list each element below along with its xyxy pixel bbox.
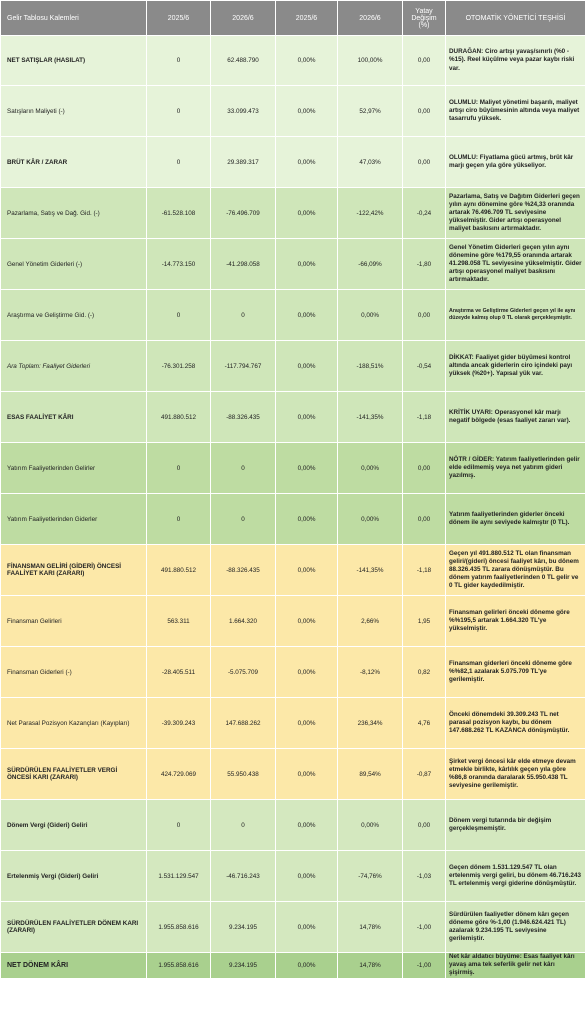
- row-item-name: Yatırım Faaliyetlerinden Giderler: [1, 494, 147, 545]
- row-horizontal-change: -1,18: [403, 545, 446, 596]
- row-horizontal-change: -1,80: [403, 239, 446, 290]
- table-row: [1, 647, 585, 698]
- table-row: [1, 443, 585, 494]
- row-value-2026: 147.688.262: [211, 698, 276, 749]
- header-value-2025: 2025/6: [147, 1, 211, 36]
- table-row: [1, 902, 585, 953]
- row-value-2025: 0: [147, 443, 211, 494]
- row-diagnosis: Araştırma ve Geliştirme Giderleri geçen yıl ile aynı düzeyde kalmış olup 0 TL olarak gerçekleşmiştir.: [446, 290, 585, 341]
- row-ratio-2026: 14,78%: [338, 902, 403, 953]
- row-diagnosis: Net kâr aldatıcı büyüme: Esas faaliyet kârı yavaş ama tek seferlik gelir net kârı şişirmiş.: [446, 953, 585, 979]
- row-ratio-2025: 0,00%: [276, 902, 338, 953]
- row-ratio-2026: -66,09%: [338, 239, 403, 290]
- table-row: [1, 188, 585, 239]
- row-item-name: Yatırım Faaliyetlerinden Gelirler: [1, 443, 147, 494]
- row-value-2025: 563.311: [147, 596, 211, 647]
- row-item-name: Genel Yönetim Giderleri (-): [1, 239, 147, 290]
- row-horizontal-change: -0,54: [403, 341, 446, 392]
- row-value-2025: -61.528.108: [147, 188, 211, 239]
- row-horizontal-change: 0,82: [403, 647, 446, 698]
- row-item-name: Pazarlama, Satış ve Dağ. Gid. (-): [1, 188, 147, 239]
- header-row: [1, 1, 585, 36]
- table-row: [1, 953, 585, 979]
- header-ratio-2025: 2025/6: [276, 1, 338, 36]
- row-horizontal-change: 0,00: [403, 800, 446, 851]
- row-value-2025: 491.880.512: [147, 545, 211, 596]
- row-ratio-2025: 0,00%: [276, 647, 338, 698]
- row-ratio-2026: -141,35%: [338, 392, 403, 443]
- row-ratio-2026: 0,00%: [338, 494, 403, 545]
- row-value-2026: 33.099.473: [211, 86, 276, 137]
- row-diagnosis: Finansman gelirleri önceki döneme göre %%195,5 artarak 1.664.320 TL'ye yükselmiştir.: [446, 596, 585, 647]
- row-value-2025: 1.955.858.616: [147, 953, 211, 979]
- row-diagnosis: Şirket vergi öncesi kâr elde etmeye devam etmekle birlikte, kârlılık geçen yıla göre %86,8 oranında daralarak 55.950.438 TL seviyesine gerilemiştir.: [446, 749, 585, 800]
- row-horizontal-change: 0,00: [403, 494, 446, 545]
- row-value-2025: -39.309.243: [147, 698, 211, 749]
- row-horizontal-change: 0,00: [403, 443, 446, 494]
- row-horizontal-change: 1,95: [403, 596, 446, 647]
- row-ratio-2025: 0,00%: [276, 800, 338, 851]
- row-diagnosis: Finansman giderleri önceki döneme göre %%82,1 azalarak 5.075.709 TL'ye gerilemiştir.: [446, 647, 585, 698]
- row-item-name: BRÜT KÂR / ZARAR: [1, 137, 147, 188]
- row-horizontal-change: 4,76: [403, 698, 446, 749]
- row-diagnosis: Geçen yıl 491.880.512 TL olan finansman geliri/(gideri) öncesi faaliyet kârı, bu dönem 88.326.435 TL zarara dönüşmüştür. Bu dönem yatırım faaliyetlerinden 0 TL gelir ve 0 TL gider kaydedilmiştir.: [446, 545, 585, 596]
- row-ratio-2025: 0,00%: [276, 188, 338, 239]
- table-row: [1, 851, 585, 902]
- row-horizontal-change: 0,00: [403, 290, 446, 341]
- row-value-2025: 424.729.069: [147, 749, 211, 800]
- row-ratio-2026: 0,00%: [338, 290, 403, 341]
- row-item-name: Ertelenmiş Vergi (Gideri) Geliri: [1, 851, 147, 902]
- row-value-2025: -14.773.150: [147, 239, 211, 290]
- row-value-2026: -46.716.243: [211, 851, 276, 902]
- row-horizontal-change: 0,00: [403, 36, 446, 86]
- row-value-2026: -88.326.435: [211, 545, 276, 596]
- row-item-name: NET DÖNEM KÂRI: [1, 953, 147, 979]
- row-diagnosis: KRİTİK UYARI: Operasyonel kâr marjı negatif bölgede (esas faaliyet zararı var).: [446, 392, 585, 443]
- row-item-name: FİNANSMAN GELİRİ (GİDERİ) ÖNCESİ FAALİYET KARI (ZARARI): [1, 545, 147, 596]
- row-item-name: Ara Toplam: Faaliyet Giderleri: [1, 341, 147, 392]
- row-item-name: SÜRDÜRÜLEN FAALİYETLER VERGİ ÖNCESİ KARI (ZARARI): [1, 749, 147, 800]
- row-item-name: Araştırma ve Geliştirme Gid. (-): [1, 290, 147, 341]
- row-value-2026: 9.234.195: [211, 902, 276, 953]
- row-value-2026: 1.664.320: [211, 596, 276, 647]
- row-ratio-2025: 0,00%: [276, 137, 338, 188]
- row-horizontal-change: -1,00: [403, 953, 446, 979]
- row-ratio-2025: 0,00%: [276, 392, 338, 443]
- row-value-2025: 491.880.512: [147, 392, 211, 443]
- row-ratio-2026: 2,66%: [338, 596, 403, 647]
- row-diagnosis: Yatırım faaliyetlerinden giderler önceki dönem ile aynı seviyede kalmıştır (0 TL).: [446, 494, 585, 545]
- table-row: [1, 341, 585, 392]
- row-ratio-2025: 0,00%: [276, 494, 338, 545]
- row-ratio-2026: 52,97%: [338, 86, 403, 137]
- row-value-2025: -76.301.258: [147, 341, 211, 392]
- row-horizontal-change: -1,18: [403, 392, 446, 443]
- row-item-name: Dönem Vergi (Gideri) Geliri: [1, 800, 147, 851]
- row-item-name: Finansman Gelirleri: [1, 596, 147, 647]
- row-value-2026: 0: [211, 290, 276, 341]
- table-row: [1, 86, 585, 137]
- row-item-name: ESAS FAALİYET KÂRI: [1, 392, 147, 443]
- row-ratio-2025: 0,00%: [276, 953, 338, 979]
- table-row: [1, 494, 585, 545]
- table-row: [1, 239, 585, 290]
- row-ratio-2026: -122,42%: [338, 188, 403, 239]
- header-ratio-2026: 2026/6: [338, 1, 403, 36]
- row-diagnosis: Sürdürülen faaliyetler dönem kârı geçen döneme göre %-1,00 (1.946.624.421 TL) azalarak 9.234.195 TL seviyesine gerilemiştir.: [446, 902, 585, 953]
- row-horizontal-change: -0,87: [403, 749, 446, 800]
- row-ratio-2025: 0,00%: [276, 851, 338, 902]
- row-value-2026: 9.234.195: [211, 953, 276, 979]
- table-row: [1, 749, 585, 800]
- row-horizontal-change: -1,00: [403, 902, 446, 953]
- row-diagnosis: Geçen dönem 1.531.129.547 TL olan ertelenmiş vergi geliri, bu dönem 46.716.243 TL ertelenmiş vergi giderine dönüşmüştür.: [446, 851, 585, 902]
- header-horizontal-change: Yatay Değişim (%): [403, 1, 446, 36]
- row-ratio-2025: 0,00%: [276, 239, 338, 290]
- row-diagnosis: OLUMLU: Maliyet yönetimi başarılı, maliyet artışı ciro büyümesinin altında veya maliyet tasarrufu yüksek.: [446, 86, 585, 137]
- row-value-2025: -28.405.511: [147, 647, 211, 698]
- table-row: [1, 698, 585, 749]
- row-diagnosis: Genel Yönetim Giderleri geçen yılın aynı dönemine göre %179,55 oranında artarak 41.298.058 TL seviyesine yükselmiştir. Gider artışı operasyonel maliyet baskısını artırmaktadır.: [446, 239, 585, 290]
- row-value-2025: 1.955.858.616: [147, 902, 211, 953]
- row-ratio-2025: 0,00%: [276, 596, 338, 647]
- row-value-2025: 0: [147, 86, 211, 137]
- row-diagnosis: Pazarlama, Satış ve Dağıtım Giderleri geçen yılın aynı dönemine göre %24,33 oranında artarak 76.496.709 TL seviyesine yükselmiştir. Gider artışı operasyonel maliyet baskısını artırmaktadır.: [446, 188, 585, 239]
- row-diagnosis: DİKKAT: Faaliyet gider büyümesi kontrol altında ancak giderlerin ciro içindeki payı yüksek (%20+). Yapısal yük var.: [446, 341, 585, 392]
- table-row: [1, 800, 585, 851]
- row-item-name: SÜRDÜRÜLEN FAALİYETLER DÖNEM KARI (ZARARI): [1, 902, 147, 953]
- row-horizontal-change: 0,00: [403, 86, 446, 137]
- row-value-2026: 0: [211, 494, 276, 545]
- row-ratio-2026: 47,03%: [338, 137, 403, 188]
- row-ratio-2026: -74,76%: [338, 851, 403, 902]
- row-ratio-2026: -8,12%: [338, 647, 403, 698]
- row-ratio-2026: 14,78%: [338, 953, 403, 979]
- header-diagnosis: OTOMATİK YÖNETİCİ TEŞHİSİ: [446, 1, 585, 36]
- row-diagnosis: DURAĞAN: Ciro artışı yavaş/sınırlı (%0 - %15). Reel küçülme veya pazar kaybı riski var.: [446, 36, 585, 86]
- table-row: [1, 290, 585, 341]
- row-value-2026: 0: [211, 443, 276, 494]
- row-horizontal-change: 0,00: [403, 137, 446, 188]
- row-ratio-2025: 0,00%: [276, 290, 338, 341]
- row-ratio-2026: 236,34%: [338, 698, 403, 749]
- row-item-name: NET SATIŞLAR (HASILAT): [1, 36, 147, 86]
- row-ratio-2025: 0,00%: [276, 36, 338, 86]
- row-diagnosis: Dönem vergi tutarında bir değişim gerçekleşmemiştir.: [446, 800, 585, 851]
- row-ratio-2025: 0,00%: [276, 86, 338, 137]
- row-value-2025: 0: [147, 800, 211, 851]
- table-row: [1, 392, 585, 443]
- row-value-2026: 55.950.438: [211, 749, 276, 800]
- header-value-2026: 2026/6: [211, 1, 276, 36]
- row-value-2025: 0: [147, 494, 211, 545]
- row-value-2026: 0: [211, 800, 276, 851]
- row-diagnosis: Önceki dönemdeki 39.309.243 TL net parasal pozisyon kaybı, bu dönem 147.688.262 TL KAZANCA dönüşmüştür.: [446, 698, 585, 749]
- row-value-2026: -88.326.435: [211, 392, 276, 443]
- row-horizontal-change: -0,24: [403, 188, 446, 239]
- row-ratio-2026: 100,00%: [338, 36, 403, 86]
- row-value-2026: -41.298.058: [211, 239, 276, 290]
- row-value-2026: -76.496.709: [211, 188, 276, 239]
- row-ratio-2025: 0,00%: [276, 545, 338, 596]
- row-value-2025: 0: [147, 137, 211, 188]
- table-row: [1, 36, 585, 86]
- table-row: [1, 596, 585, 647]
- row-value-2025: 0: [147, 36, 211, 86]
- table-row: [1, 137, 585, 188]
- row-value-2026: -117.794.767: [211, 341, 276, 392]
- row-value-2025: 0: [147, 290, 211, 341]
- row-value-2026: 29.389.317: [211, 137, 276, 188]
- row-ratio-2026: 89,54%: [338, 749, 403, 800]
- row-ratio-2025: 0,00%: [276, 443, 338, 494]
- row-item-name: Net Parasal Pozisyon Kazançları (Kayıpları): [1, 698, 147, 749]
- row-ratio-2025: 0,00%: [276, 698, 338, 749]
- row-ratio-2025: 0,00%: [276, 749, 338, 800]
- row-ratio-2026: -188,51%: [338, 341, 403, 392]
- header-item-name: Gelir Tablosu Kalemleri: [1, 1, 147, 36]
- row-ratio-2026: -141,35%: [338, 545, 403, 596]
- table-row: [1, 545, 585, 596]
- row-diagnosis: NÖTR / GİDER: Yatırım faaliyetlerinden gelir elde edilmemiş veya net yatırım gideri yazılmış.: [446, 443, 585, 494]
- row-diagnosis: OLUMLU: Fiyatlama gücü artmış, brüt kâr marjı geçen yıla göre yükseliyor.: [446, 137, 585, 188]
- row-ratio-2026: 0,00%: [338, 800, 403, 851]
- row-item-name: Finansman Giderleri (-): [1, 647, 147, 698]
- row-value-2026: -5.075.709: [211, 647, 276, 698]
- row-ratio-2026: 0,00%: [338, 443, 403, 494]
- row-horizontal-change: -1,03: [403, 851, 446, 902]
- row-value-2026: 62.488.790: [211, 36, 276, 86]
- row-value-2025: 1.531.129.547: [147, 851, 211, 902]
- row-item-name: Satışların Maliyeti (-): [1, 86, 147, 137]
- row-ratio-2025: 0,00%: [276, 341, 338, 392]
